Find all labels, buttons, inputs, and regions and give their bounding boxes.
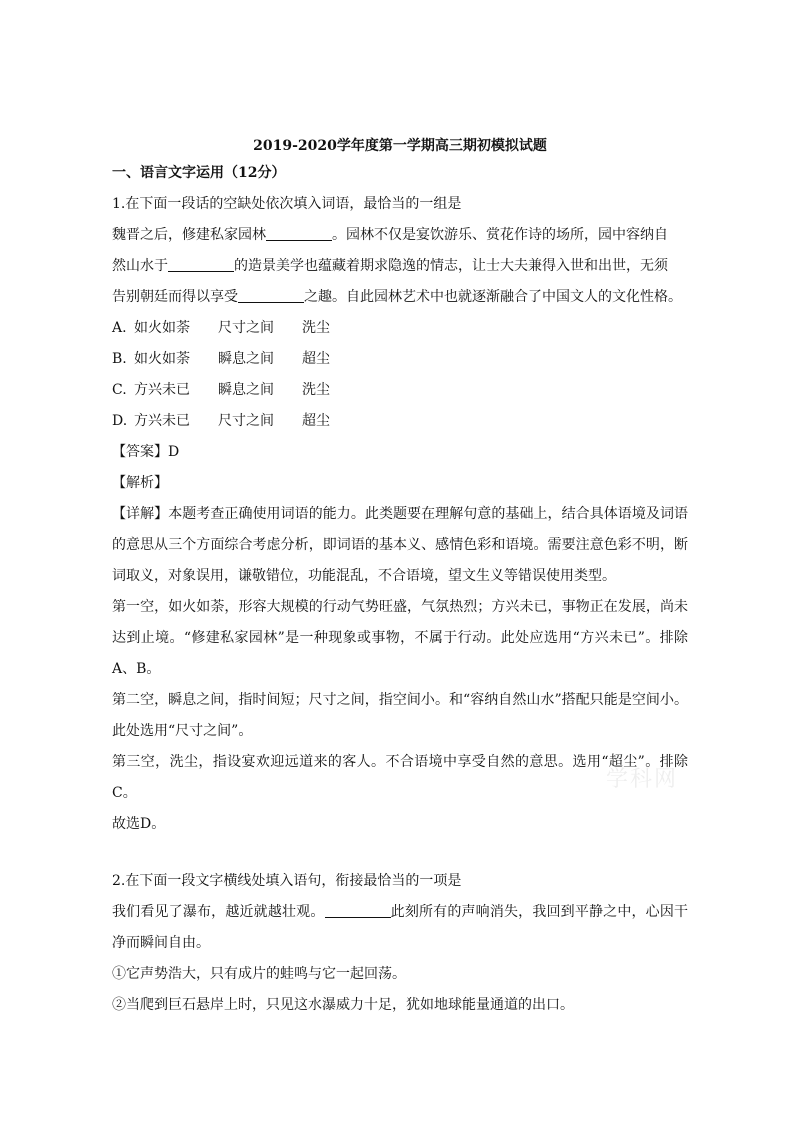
fill-blank-3 [238,288,304,303]
option-word: 超尘 [302,413,330,429]
option-word: 尺寸之间 [218,413,274,429]
option-label: D. [112,413,128,429]
option-c [112,375,688,406]
option-word: 洗尘 [302,382,330,398]
passage-text: 我们看见了瀑布，越近就越壮观。 [112,904,325,920]
document-page [112,128,688,1021]
option-b [112,344,688,375]
option-label: C. [112,382,127,398]
fill-blank-2 [168,257,234,272]
question-2-stem: 2.在下面一段文字横线处填入语句，衔接最恰当的一项是 [112,873,462,889]
passage-text: 之趣。自此园林艺术中也就逐渐融合了中国文人的文化性格。 [304,289,682,305]
passage-text: 然山水于 [112,258,168,274]
question-2-item-1: ①它声势浩大，只有成片的蛙鸣与它一起回荡。 [112,966,406,982]
option-word: 方兴未已 [134,382,190,398]
section-heading: 一、语言文字运用（12分） [112,165,286,181]
blank-3-explanation: 第三空，洗尘，指设宴欢迎远道来的客人。不合语境中享受自然的意思。选用“超尘”。排除C。 [112,754,688,801]
option-word: 尺寸之间 [218,320,274,336]
passage-text: 的造景美学也蕴藏着期求隐逸的情志，让士大夫兼得入世和出世，无须 [234,258,668,274]
option-word: 方兴未已 [134,413,190,429]
fill-blank-q2 [325,903,391,918]
option-label: B. [112,351,127,367]
fill-blank-1 [266,226,332,241]
option-d [112,406,688,437]
answer-line: 【答案】D [112,444,180,460]
option-word: 如火如荼 [134,351,190,367]
passage-text: 此刻所有的声响消失，我回到平静之中，心因干净而瞬间自由。 [112,904,688,951]
passage-text: 。园林不仅是宴饮游乐、赏花作诗的场所，园中容纳自 [332,227,668,243]
question-2-passage [112,897,688,959]
conclusion-line: 故选D。 [112,816,166,832]
question-2-item-2: ②当爬到巨石悬岸上时，只见这水瀑威力十足，犹如地球能量通道的出口。 [112,997,574,1013]
question-1-stem: 1.在下面一段话的空缺处依次填入词语，最恰当的一组是 [112,196,462,212]
blank-2-explanation: 第二空，瞬息之间，指时间短；尺寸之间，指空间小。和“容纳自然山水”搭配只能是空间小。此处选用“尺寸之间”。 [112,692,688,739]
blank-1-explanation: 第一空，如火如荼，形容大规模的行动气势旺盛，气氛热烈；方兴未已，事物正在发展，尚未达到止境。“修建私家园林”是一种现象或事物，不属于行动。此处应选用“方兴未已”。排除A、B。 [112,599,688,677]
option-word: 洗尘 [302,320,330,336]
analysis-heading: 【解析】 [112,475,168,491]
passage-text: 魏晋之后，修建私家园林 [112,227,266,243]
option-label: A. [112,320,127,336]
option-word: 瞬息之间 [218,351,274,367]
passage-line-2 [112,251,688,282]
page-title: 2019-2020学年度第一学期高三期初模拟试题 [253,138,547,154]
detail-paragraph: 【详解】本题考查正确使用词语的能力。此类题要在理解句意的基础上，结合具体语境及词语的意思从三个方面综合考虑分析，即词语的基本义、感情色彩和语境。需要注意色彩不明，断词取义，对象误用，谦敬错位，功能混乱，不合语境，望文生义等错误使用类型。 [112,506,688,584]
watermark-text: 学科网 [606,767,679,792]
option-word: 瞬息之间 [218,382,274,398]
spacer [112,840,688,866]
option-word: 超尘 [302,351,330,367]
option-word: 如火如荼 [134,320,190,336]
passage-line-3 [112,282,688,313]
passage-line-1 [112,220,688,251]
option-a [112,313,688,344]
passage-text: 告别朝廷而得以享受 [112,289,238,305]
